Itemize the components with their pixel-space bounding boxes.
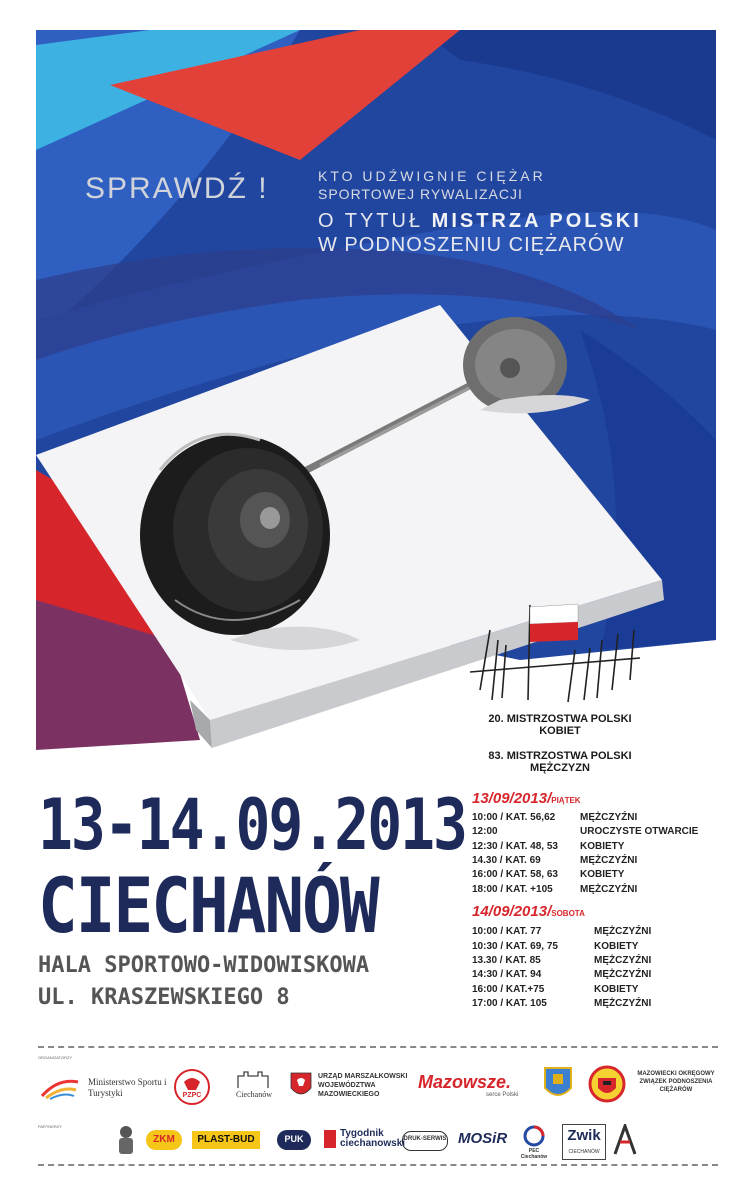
letter-a-icon — [612, 1124, 638, 1156]
zkm-text: ZKM — [153, 1134, 175, 1145]
schedule-desc: MĘŻCZYŹNI — [594, 998, 652, 1009]
schedule-time: 10:30 / KAT. 69, 75 — [472, 941, 558, 952]
mozpc-crest — [588, 1064, 626, 1104]
headline-line-3-prefix: O TYTUŁ — [318, 210, 424, 232]
tygodnik-text: Tygodnik ciechanowski — [340, 1128, 406, 1149]
schedule-time: 12:30 / KAT. 48, 53 — [472, 841, 558, 852]
pzpc-text: PZPC — [182, 1092, 202, 1099]
urzad-name: URZĄD MARSZAŁKOWSKI WOJEWÓDZTWA MAZOWIECKIEGO — [318, 1073, 408, 1098]
schedule-desc: MĘŻCZYŹNI — [580, 855, 638, 866]
ministry-swoosh-icon — [40, 1076, 80, 1100]
divider-bottom — [38, 1164, 718, 1166]
partner-zwik-logo — [562, 1124, 606, 1160]
schedule-desc: KOBIETY — [580, 841, 625, 852]
mozpc-name: MAZOWIECKI OKRĘGOWY ZWIĄZEK PODNOSZENIA CIĘŻARÓW — [637, 1071, 715, 1093]
pec-ring-icon — [522, 1124, 546, 1148]
zwik-text: Zwik — [567, 1127, 601, 1144]
schedule-time: 14.30 / KAT. 69 — [472, 855, 541, 866]
headline-line-2: SPORTOWEJ RYWALIZACJI — [318, 186, 523, 202]
schedule-row — [472, 812, 732, 826]
schedule-desc: KOBIETY — [594, 984, 639, 995]
schedule-row — [472, 826, 732, 840]
schedule-desc: KOBIETY — [580, 869, 625, 880]
schedule-desc: MĘŻCZYŹNI — [580, 812, 638, 823]
headline-sprawdz: SPRAWDŹ ! — [85, 172, 269, 205]
headline-line-1: KTO UDŹWIGNIE CIĘŻAR — [318, 168, 546, 184]
championship-women-line2: KOBIET — [539, 725, 581, 737]
schedule-row — [472, 926, 732, 940]
powiat-crest-icon — [543, 1066, 573, 1102]
schedule-row — [472, 955, 732, 969]
schedule-row — [472, 884, 732, 898]
schedule-row — [472, 984, 732, 998]
schedule-row — [472, 855, 732, 869]
partner-zkm-logo — [146, 1130, 182, 1150]
schedule-time: 13.30 / KAT. 85 — [472, 955, 541, 966]
schedule-row — [472, 941, 732, 955]
schedule-desc: KOBIETY — [594, 941, 639, 952]
schedule-day1-date: 13/09/2013/ — [472, 790, 552, 807]
schedule-time: 10:00 / KAT. 77 — [472, 926, 542, 937]
pzpc-logo — [172, 1068, 212, 1106]
tygodnik-mark-icon — [324, 1130, 336, 1148]
partner-a-logo — [612, 1124, 638, 1156]
mazowsze-tagline: serce Polski — [486, 1092, 519, 1098]
partner-plastbud-logo — [192, 1131, 260, 1149]
plastbud-text: PLAST-BUD — [197, 1134, 255, 1145]
divider-top — [38, 1046, 718, 1048]
mazowsze-text: Mazowsze. — [418, 1072, 512, 1092]
powiat-crest — [543, 1066, 573, 1102]
schedule-desc: MĘŻCZYŹNI — [594, 955, 652, 966]
ministry-logo — [40, 1072, 180, 1104]
castle-icon — [236, 1070, 270, 1090]
schedule-day1-header — [472, 790, 581, 807]
schedule-time: 10:00 / KAT. 56,62 — [472, 812, 556, 823]
schedule-desc: MĘŻCZYŹNI — [580, 884, 638, 895]
schedule-time: 16:00 / KAT. 58, 63 — [472, 869, 558, 880]
schedule-desc: MĘŻCZYŹNI — [594, 926, 652, 937]
championship-men-line1: 83. MISTRZOSTWA POLSKI — [488, 750, 632, 762]
schedule-day2-date: 14/09/2013/ — [472, 903, 552, 920]
pec-text: PEC Ciechanów — [520, 1148, 548, 1160]
mozpc-crest-icon — [588, 1064, 626, 1104]
schedule-time: 16:00 / KAT.+75 — [472, 984, 545, 995]
coat-of-arms-icon — [290, 1072, 312, 1100]
schedule-time: 17:00 / KAT. 105 — [472, 998, 547, 1009]
zwik-tagline: CIECHANÓW — [568, 1149, 600, 1155]
partner-puk-logo — [277, 1130, 311, 1150]
schedule-day1-weekday: PIĄTEK — [551, 796, 581, 805]
schedule-time: 14:30 / KAT. 94 — [472, 969, 542, 980]
mazowsze-logo — [418, 1072, 528, 1104]
partner-tygodnik-logo — [324, 1128, 406, 1152]
championship-women — [470, 713, 650, 737]
schedule-row — [472, 969, 732, 983]
championship-men-line2: MĘŻCZYZN — [530, 762, 590, 774]
event-address: UL. KRASZEWSKIEGO 8 — [38, 985, 290, 1010]
schedule-row — [472, 841, 732, 855]
headline-line-4: W PODNOSZENIU CIĘŻARÓW — [318, 234, 625, 256]
headline-line-3-bold: MISTRZA POLSKI — [431, 210, 642, 232]
urzad-logo — [290, 1070, 410, 1106]
partners-label: PARTNERZY — [38, 1124, 62, 1129]
pzpc-eagle-icon — [172, 1068, 212, 1106]
championship-women-line1: 20. MISTRZOSTWA POLSKI — [488, 713, 632, 725]
schedule-desc: UROCZYSTE OTWARCIE — [580, 826, 699, 837]
championship-men — [470, 750, 650, 774]
schedule-row — [472, 998, 732, 1012]
event-venue: HALA SPORTOWO-WIDOWISKOWA — [38, 953, 370, 978]
figure-icon — [113, 1124, 139, 1156]
event-city: CIECHANÓW — [38, 862, 378, 951]
event-dates: 13-14.09.2013 — [38, 783, 466, 866]
headline-line-3 — [318, 210, 642, 233]
partner-drukserwis-logo — [402, 1131, 448, 1151]
drukserwis-text: DRUK-SERWIS — [403, 1136, 447, 1142]
partner-figure-logo — [113, 1124, 139, 1156]
ministry-name: Ministerstwo Sportu i Turystyki — [88, 1077, 167, 1098]
schedule-day2-weekday: SOBOTA — [551, 909, 585, 918]
partner-pec-logo — [516, 1124, 552, 1158]
ciechanow-text: Ciechanów — [236, 1090, 272, 1099]
schedule-day2-header — [472, 903, 585, 920]
schedule-time: 18:00 / KAT. +105 — [472, 884, 553, 895]
organizers-label: ORGANIZATORZY — [38, 1055, 73, 1060]
ciechanow-logo — [228, 1070, 280, 1102]
schedule-time: 12:00 — [472, 826, 498, 837]
partner-mosir-logo — [458, 1128, 506, 1150]
schedule-row — [472, 869, 732, 883]
puk-text: PUK — [284, 1134, 304, 1144]
schedule-desc: MĘŻCZYŹNI — [594, 969, 652, 980]
mosir-text: MOSiR — [458, 1130, 508, 1147]
